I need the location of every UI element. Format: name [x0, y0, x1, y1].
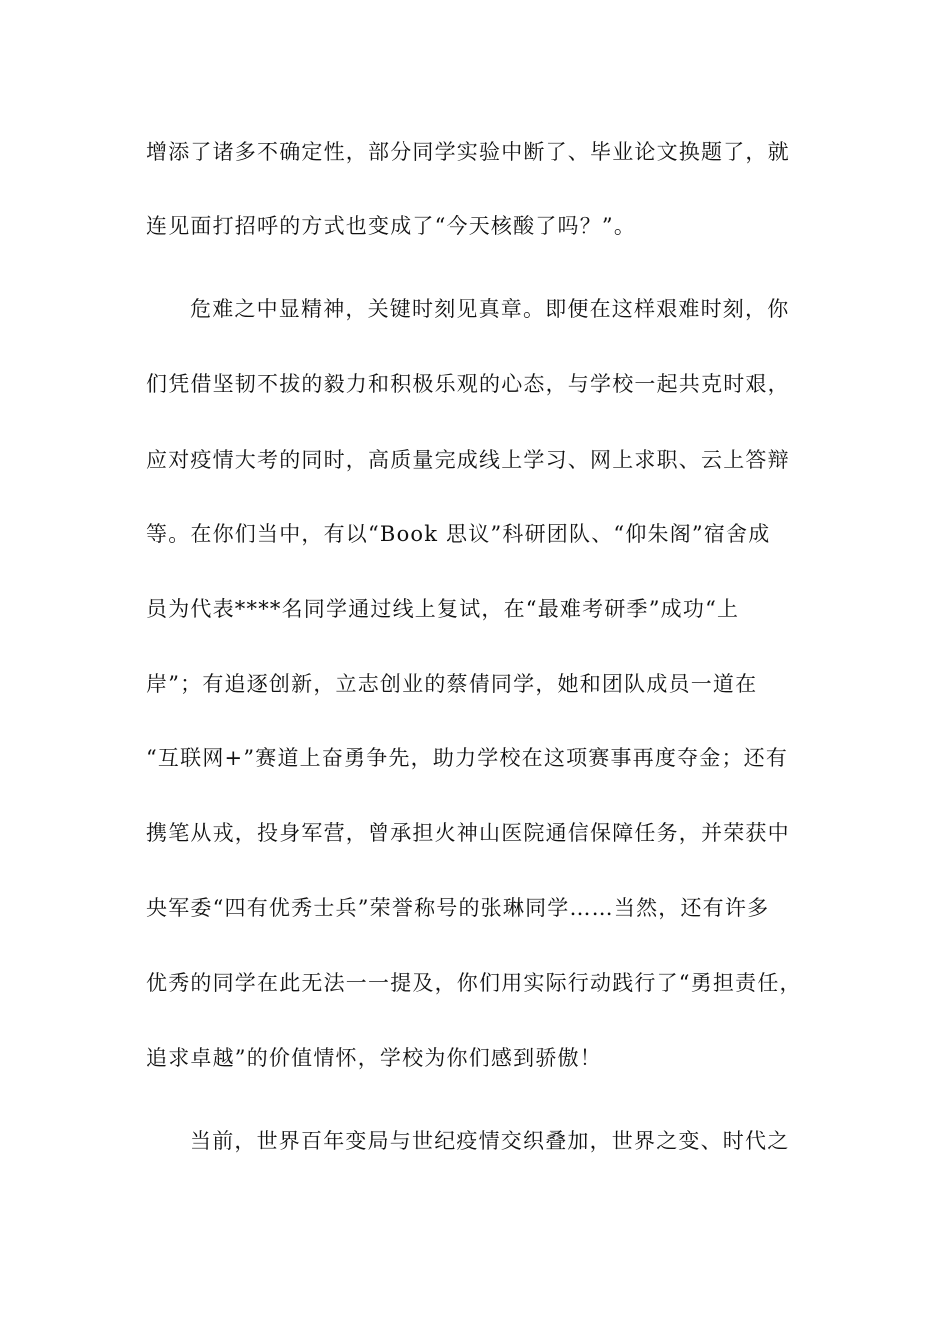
- text-line-2: 连见面打招呼的方式也变成了“今天核酸了吗？”。: [146, 214, 637, 238]
- paragraph-2-line-8: 携笔从戎，投身军营，曾承担火神山医院通信保障任务，并荣获中: [146, 821, 790, 845]
- paragraph-2-line-1: 危难之中显精神，关键时刻见真章。即便在这样艰难时刻，你: [190, 297, 790, 321]
- paragraph-2-line-11: 追求卓越”的价值情怀，学校为你们感到骄傲！: [146, 1046, 602, 1070]
- paragraph-2-line-6: 岸”；有追逐创新，立志创业的蔡倩同学，她和团队成员一道在: [146, 672, 758, 696]
- paragraph-2-line-2: 们凭借坚韧不拔的毅力和积极乐观的心态，与学校一起共克时艰，: [146, 372, 790, 396]
- paragraph-2-line-4: 等。在你们当中，有以“Book 思议”科研团队、“仰朱阁”宿舍成: [146, 522, 771, 546]
- paragraph-3-line-1: 当前，世界百年变局与世纪疫情交织叠加，世界之变、时代之: [190, 1129, 790, 1153]
- paragraph-2-line-9: 央军委“四有优秀士兵”荣誉称号的张琳同学……当然，还有许多: [146, 896, 770, 920]
- paragraph-2-line-10: 优秀的同学在此无法一一提及，你们用实际行动践行了“勇担责任，: [146, 971, 802, 995]
- paragraph-2-line-7: “互联网+”赛道上奋勇争先，助力学校在这项赛事再度夺金；还有: [146, 746, 789, 770]
- text-line-1: 增添了诸多不确定性，部分同学实验中断了、毕业论文换题了，就: [146, 140, 790, 164]
- paragraph-2-line-3: 应对疫情大考的同时，高质量完成线上学习、网上求职、云上答辩: [146, 448, 790, 472]
- paragraph-2-line-5: 员为代表****名同学通过线上复试，在“最难考研季”成功“上: [146, 597, 740, 621]
